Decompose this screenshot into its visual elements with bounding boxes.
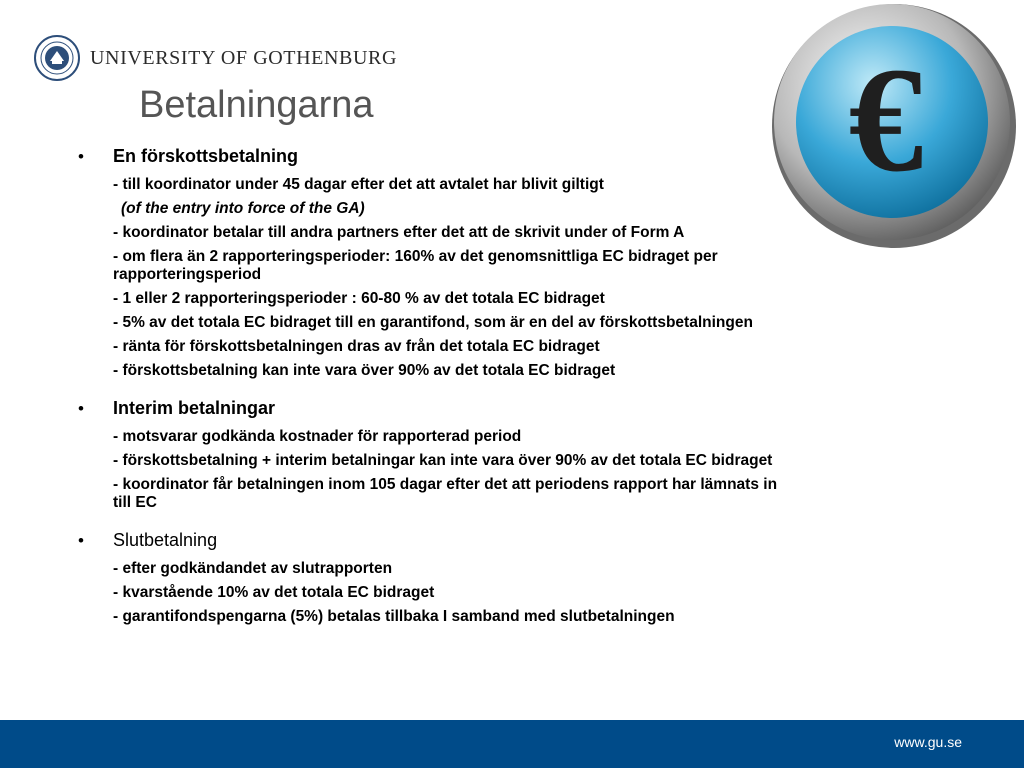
- list-item: - om flera än 2 rapporteringsperioder: 160% av det genomsnittliga EC bidraget per rapporteringsperiod: [113, 248, 718, 283]
- list-item: (of the entry into force of the GA): [121, 200, 365, 217]
- euro-coin-icon: [766, 2, 1022, 258]
- page-title: Betalningarna: [139, 84, 374, 126]
- section-heading: Interim betalningar: [113, 398, 276, 418]
- university-name: UNIVERSITY OF GOTHENBURG: [90, 46, 397, 69]
- section-slutbetalning: [78, 530, 798, 626]
- university-seal-icon: [34, 35, 80, 81]
- footer-bar: [0, 720, 1024, 768]
- list-item: - förskottsbetalning + interim betalningar kan inte vara över 90% av det totala EC bidraget: [113, 452, 773, 469]
- section-heading: Slutbetalning: [113, 530, 218, 550]
- section-heading: En förskottsbetalning: [113, 146, 299, 166]
- list-item: - efter godkändandet av slutrapporten: [113, 560, 393, 577]
- list-item: - motsvarar godkända kostnader för rapporterad period: [113, 428, 522, 445]
- svg-text:€: €: [848, 37, 924, 203]
- list-item: - koordinator får betalningen inom 105 dagar efter det att periodens rapport har lämnats in till EC: [113, 476, 778, 511]
- list-item: - 1 eller 2 rapporteringsperioder : 60-80 % av det totala EC bidraget: [113, 290, 605, 307]
- list-item: - garantifondspengarna (5%) betalas tillbaka I samband med slutbetalningen: [113, 608, 675, 625]
- list-item: - 5% av det totala EC bidraget till en garantifond, som är en del av förskottsbetalningen: [113, 314, 753, 331]
- section-interim-betalningar: [78, 398, 798, 512]
- bullet-icon: •: [78, 399, 84, 418]
- footer-url-link[interactable]: www.gu.se: [894, 734, 962, 750]
- section-forskottsbetalning: [78, 146, 798, 380]
- bullet-icon: •: [78, 531, 84, 550]
- bullet-icon: •: [78, 147, 84, 166]
- content: [78, 146, 798, 644]
- list-item: - koordinator betalar till andra partners efter det att de skrivit under of Form A: [113, 224, 685, 241]
- list-item: - till koordinator under 45 dagar efter det att avtalet har blivit giltigt: [113, 176, 604, 193]
- header: [34, 34, 397, 82]
- list-item: - kvarstående 10% av det totala EC bidraget: [113, 584, 435, 601]
- list-item: - förskottsbetalning kan inte vara över 90% av det totala EC bidraget: [113, 362, 616, 379]
- list-item: - ränta för förskottsbetalningen dras av från det totala EC bidraget: [113, 338, 600, 355]
